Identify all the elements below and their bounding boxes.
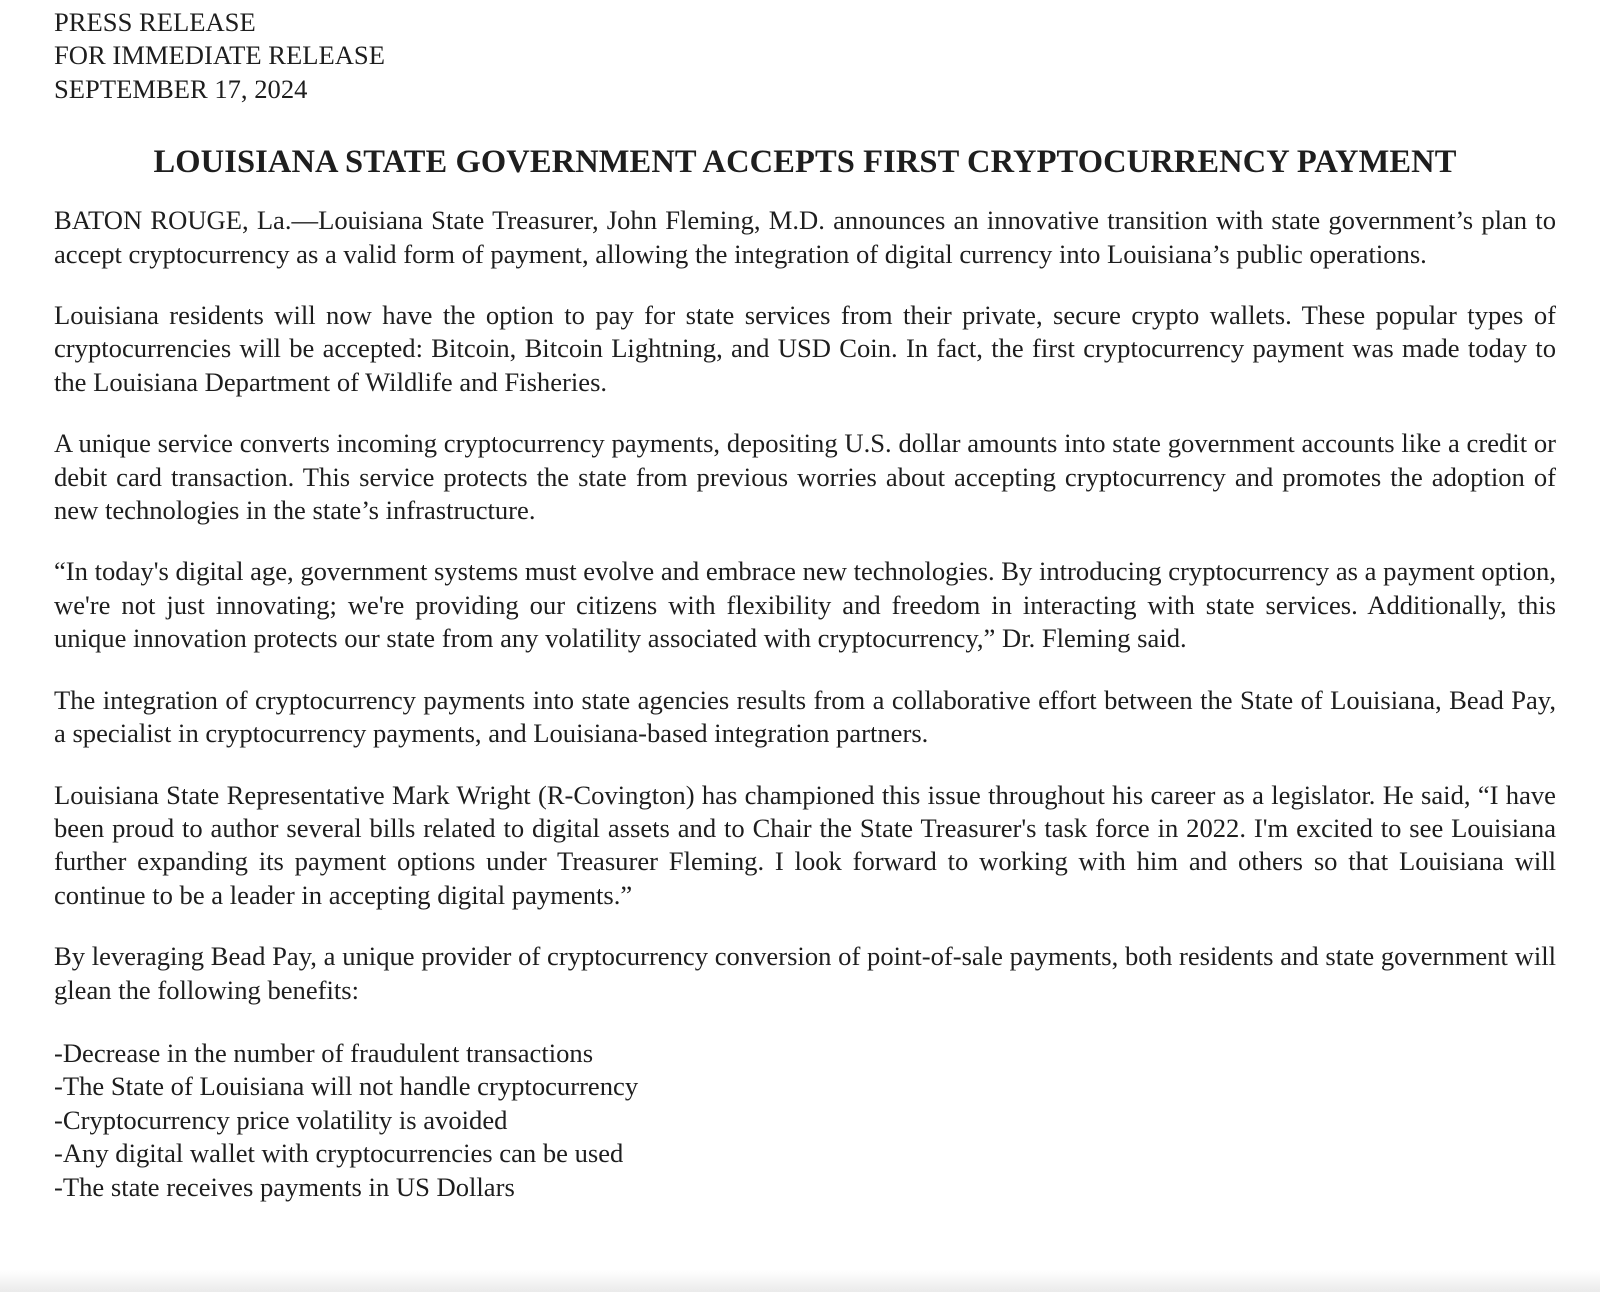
paragraph-wright-quote: Louisiana State Representative Mark Wright (R-Covington) has championed this issue throughout his career as a legislator. He said, “I have been proud to author several bills related to digital assets and to Chair the State Treasurer's task force in 2022. I'm excited to see Louisiana further expanding its payment options under Treasurer Fleming. I look forward to working with him and others so that Louisiana will continue to be a leader in accepting digital payments.”: [54, 779, 1556, 910]
list-item: -The state receives payments in US Dollars: [54, 1171, 515, 1202]
list-item: -Cryptocurrency price volatility is avoided: [54, 1104, 508, 1135]
paragraph-intro: BATON ROUGE, La.—Louisiana State Treasurer, John Fleming, M.D. announces an innovative transition with state government’s plan to accept cryptocurrency as a valid form of payment, allowing the integration of digital currency into Louisiana’s public operations.: [54, 205, 1556, 269]
paragraph-benefits-intro: By leveraging Bead Pay, a unique provider of cryptocurrency conversion of point-of-sale payments, both residents and state government will glean the following benefits:: [54, 941, 1556, 1005]
list-item: -Decrease in the number of fraudulent transactions: [54, 1037, 594, 1068]
release-date: SEPTEMBER 17, 2024: [54, 73, 308, 104]
list-item: -Any digital wallet with cryptocurrencies can be used: [54, 1138, 624, 1169]
press-release-document: [54, 6, 1556, 1204]
release-header: [54, 6, 1556, 106]
press-release-label: PRESS RELEASE: [54, 7, 256, 37]
paragraph-integration: The integration of cryptocurrency payments into state agencies results from a collaborative effort between the State of Louisiana, Bead Pay, a specialist in cryptocurrency payments, and Louisiana-based integration partners.: [54, 684, 1556, 749]
paragraph-fleming-quote: “In today's digital age, government systems must evolve and embrace new technologies. By introducing cryptocurrency as a payment option, we're not just innovating; we're providing our citizens with flexibility and freedom in interacting with state services. Additionally, this unique innovation protects our state from any volatility associated with cryptocurrency,” Dr. Fleming said.: [54, 556, 1556, 654]
list-item: -The State of Louisiana will not handle cryptocurrency: [54, 1071, 639, 1102]
headline: LOUISIANA STATE GOVERNMENT ACCEPTS FIRST CRYPTOCURRENCY PAYMENT: [153, 144, 1457, 181]
paragraph-conversion-service: A unique service converts incoming cryptocurrency payments, depositing U.S. dollar amounts into state government accounts like a credit or debit card transaction. This service protects the state from previous worries about accepting cryptocurrency and promotes the adoption of new technologies in the state’s infrastructure.: [54, 428, 1556, 526]
bottom-edge-shadow: [0, 1270, 1600, 1292]
benefits-list: [54, 1037, 1556, 1204]
paragraph-residents: Louisiana residents will now have the option to pay for state services from their private, secure crypto wallets. These popular types of cryptocurrencies will be accepted: Bitcoin, Bitcoin Lightning, and USD Coin. In fact, the first cryptocurrency payment was made today to the Louisiana Department of Wildlife and Fisheries.: [54, 300, 1556, 397]
release-timing-label: FOR IMMEDIATE RELEASE: [54, 40, 385, 71]
